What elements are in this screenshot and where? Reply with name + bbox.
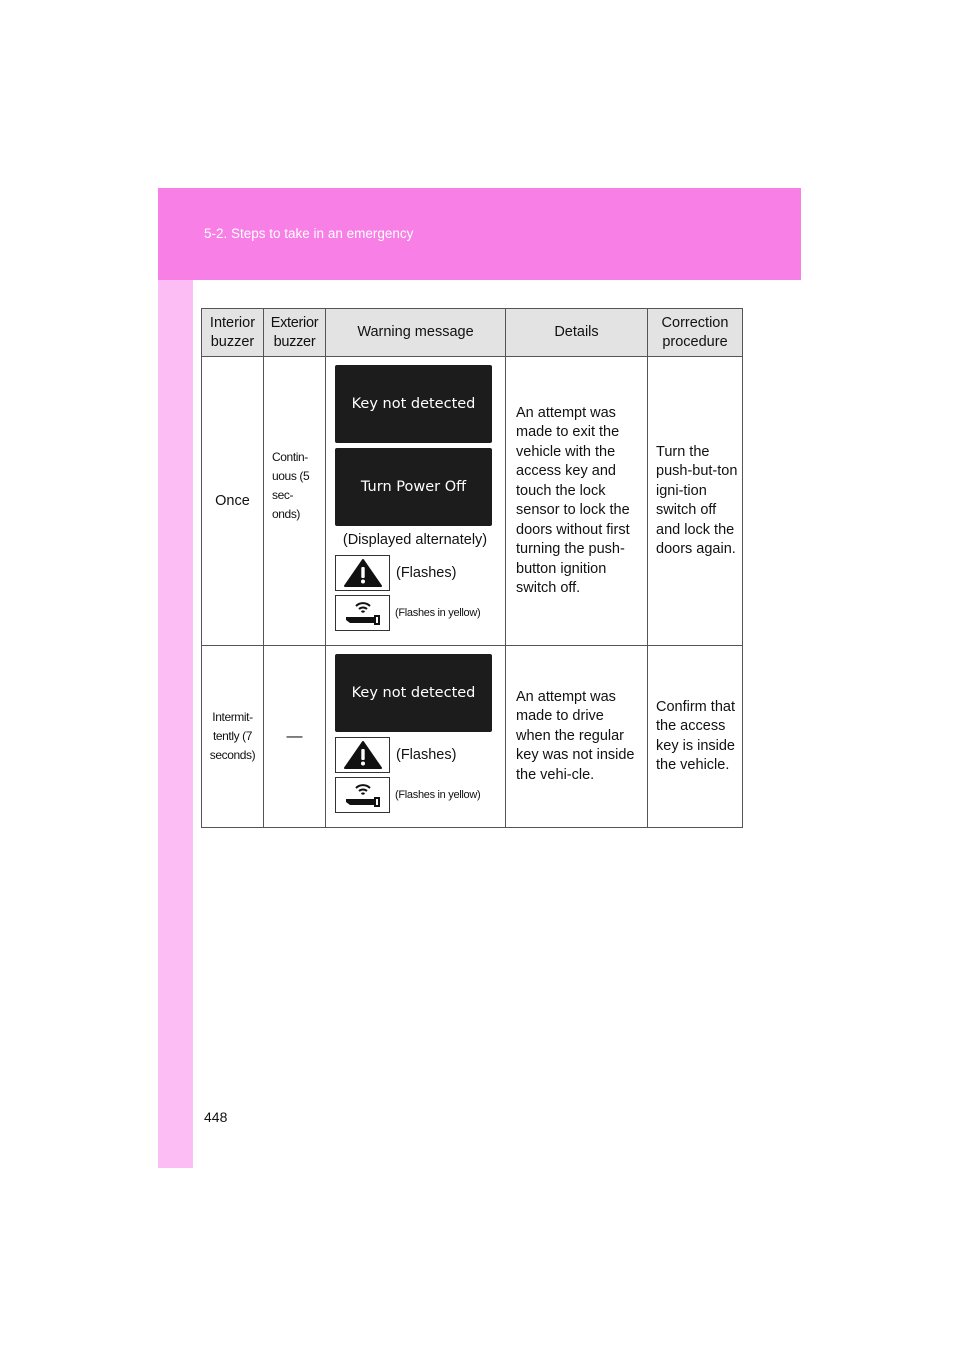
column-header: Details	[506, 309, 648, 357]
warning-icon-label: (Flashes)	[396, 565, 457, 581]
warning-triangle-icon	[335, 555, 390, 591]
warning-triangle-icon	[335, 737, 390, 773]
column-header: Interior buzzer	[202, 309, 264, 357]
table-row	[202, 357, 743, 646]
details-cell: An attempt was made to drive when the regular key was not inside the vehi-cle.	[506, 646, 648, 828]
display-screen: Key not detected	[335, 654, 492, 732]
side-band	[158, 188, 193, 1168]
screens-note: (Displayed alternately)	[342, 532, 488, 548]
key-icon-row	[335, 777, 495, 813]
column-header: Exterior buzzer	[264, 309, 326, 357]
warning-message-cell	[326, 646, 506, 828]
warning-icon-row	[335, 555, 495, 591]
warning-icon-label: (Flashes)	[396, 747, 457, 763]
table-row	[202, 646, 743, 828]
section-title: 5-2. Steps to take in an emergency	[204, 226, 414, 241]
exterior-buzzer-cell: —	[264, 646, 326, 828]
key-signal-icon	[335, 777, 390, 813]
warning-message-cell	[326, 357, 506, 646]
interior-buzzer-cell: Once	[202, 357, 264, 646]
details-cell: An attempt was made to exit the vehicle with the access key and touch the lock sensor to lock the doors without first turning the push-button ignition switch off.	[506, 357, 648, 646]
column-header: Correction procedure	[648, 309, 743, 357]
key-icon-label: (Flashes in yellow)	[395, 789, 481, 801]
display-screen: Turn Power Off	[335, 448, 492, 526]
exterior-buzzer-cell	[264, 357, 326, 646]
correction-cell: Confirm that the access key is inside the vehicle.	[648, 646, 743, 828]
table-header-row	[202, 309, 743, 357]
interior-buzzer-cell	[202, 646, 264, 828]
warning-icon-row	[335, 737, 495, 773]
exterior-buzzer-text: Contin-uous (5 sec-onds)	[272, 450, 310, 521]
key-icon-label: (Flashes in yellow)	[395, 607, 481, 619]
key-icon-row	[335, 595, 495, 631]
correction-cell: Turn the push-but-ton igni-tion switch off and lock the doors again.	[648, 357, 743, 646]
interior-buzzer-text: Intermit-tently (7 seconds)	[209, 710, 256, 762]
column-header: Warning message	[326, 309, 506, 357]
key-signal-icon	[335, 595, 390, 631]
warning-table	[201, 308, 743, 828]
page-number: 448	[204, 1109, 228, 1125]
display-screen: Key not detected	[335, 365, 492, 443]
